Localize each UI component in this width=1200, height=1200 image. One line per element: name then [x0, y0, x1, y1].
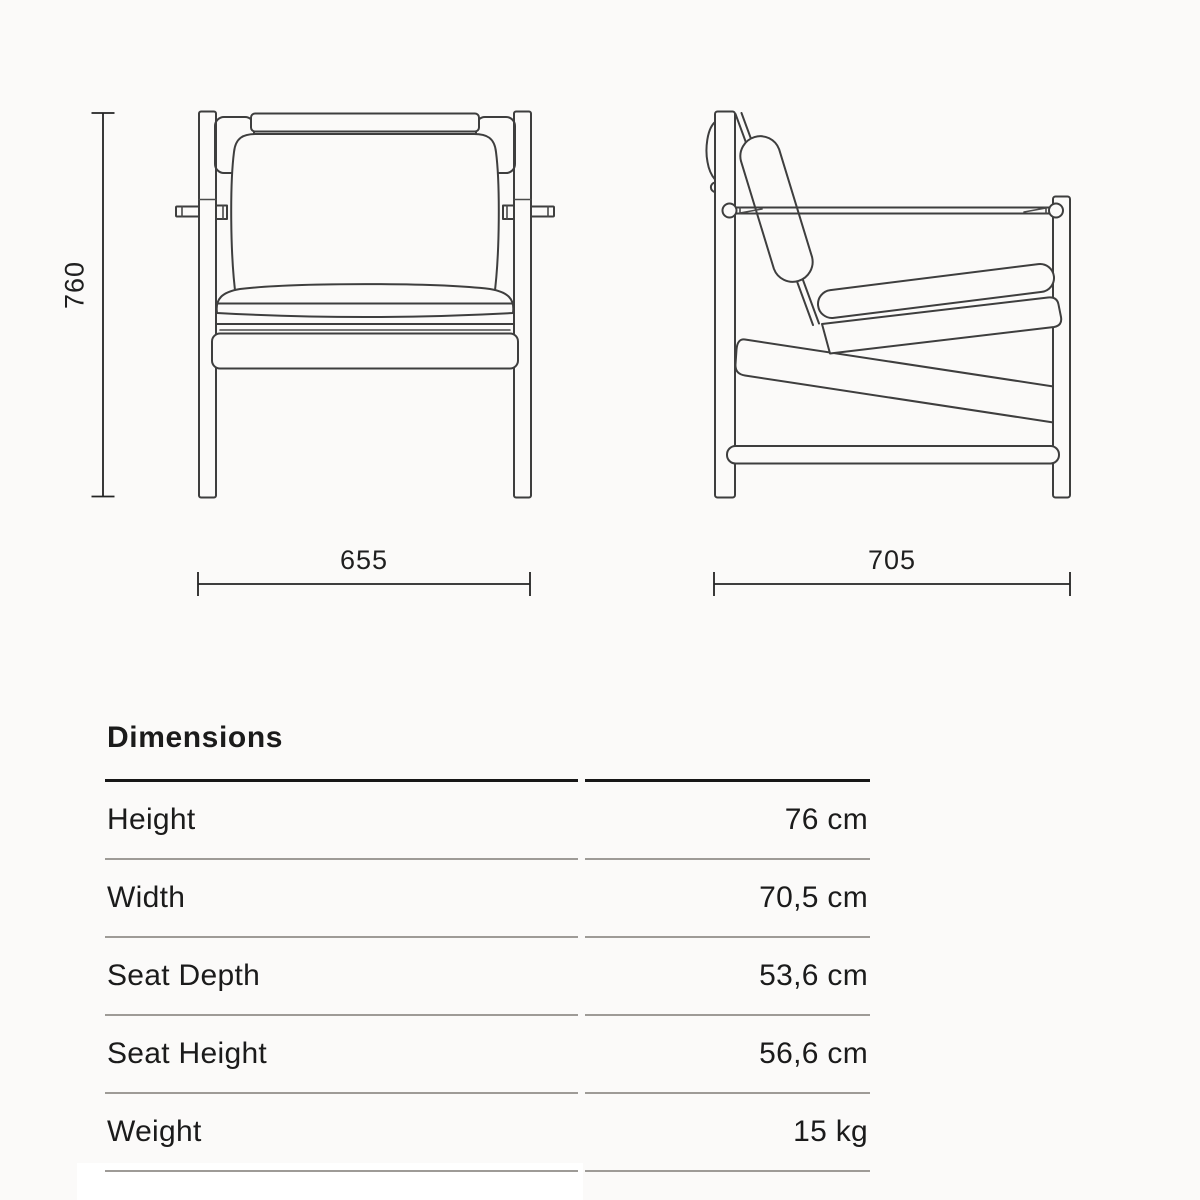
side-view-drawing: [706, 112, 1070, 498]
side-rail: [735, 339, 1060, 423]
front-apron: [212, 334, 518, 369]
depth-dimension-label: 705: [867, 545, 917, 575]
width-dimension-label: 655: [339, 545, 389, 575]
height-dimension-label: 760: [59, 260, 90, 310]
width-dimension: [198, 545, 530, 596]
table-row-seat-depth: [105, 938, 870, 1016]
spec-label: Width: [105, 860, 578, 938]
side-stretcher: [727, 446, 1059, 464]
spec-label: Height: [105, 782, 578, 860]
dimensions-table-title: Dimensions: [107, 721, 284, 754]
dimensions-table: [105, 721, 870, 1172]
side-back-cushion: [740, 136, 812, 282]
front-back-cushion: [231, 134, 499, 304]
table-row-height: [105, 782, 870, 860]
side-rear-post: [715, 112, 735, 498]
spec-label: Seat Height: [105, 1016, 578, 1094]
front-top-rail: [251, 114, 479, 132]
spec-label: Weight: [105, 1094, 578, 1172]
height-dimension: [60, 113, 115, 497]
front-right-leg: [514, 112, 531, 498]
table-row-weight: [105, 1094, 870, 1172]
spec-value: 70,5 cm: [585, 860, 870, 938]
front-view-drawing: [176, 112, 554, 498]
front-left-leg: [199, 112, 216, 498]
spec-value: 56,6 cm: [585, 1016, 870, 1094]
depth-dimension: [714, 545, 1070, 596]
table-row-seat-height: [105, 1016, 870, 1094]
spec-label: Seat Depth: [105, 938, 578, 1016]
dimensions-table-body: [105, 779, 870, 1172]
spec-value: 53,6 cm: [585, 938, 870, 1016]
side-backrail-profile: [706, 122, 715, 180]
spec-value: 15 kg: [585, 1094, 870, 1172]
front-seat-cushion: [217, 284, 514, 317]
table-row-width: [105, 860, 870, 938]
spec-value: 76 cm: [585, 782, 870, 860]
